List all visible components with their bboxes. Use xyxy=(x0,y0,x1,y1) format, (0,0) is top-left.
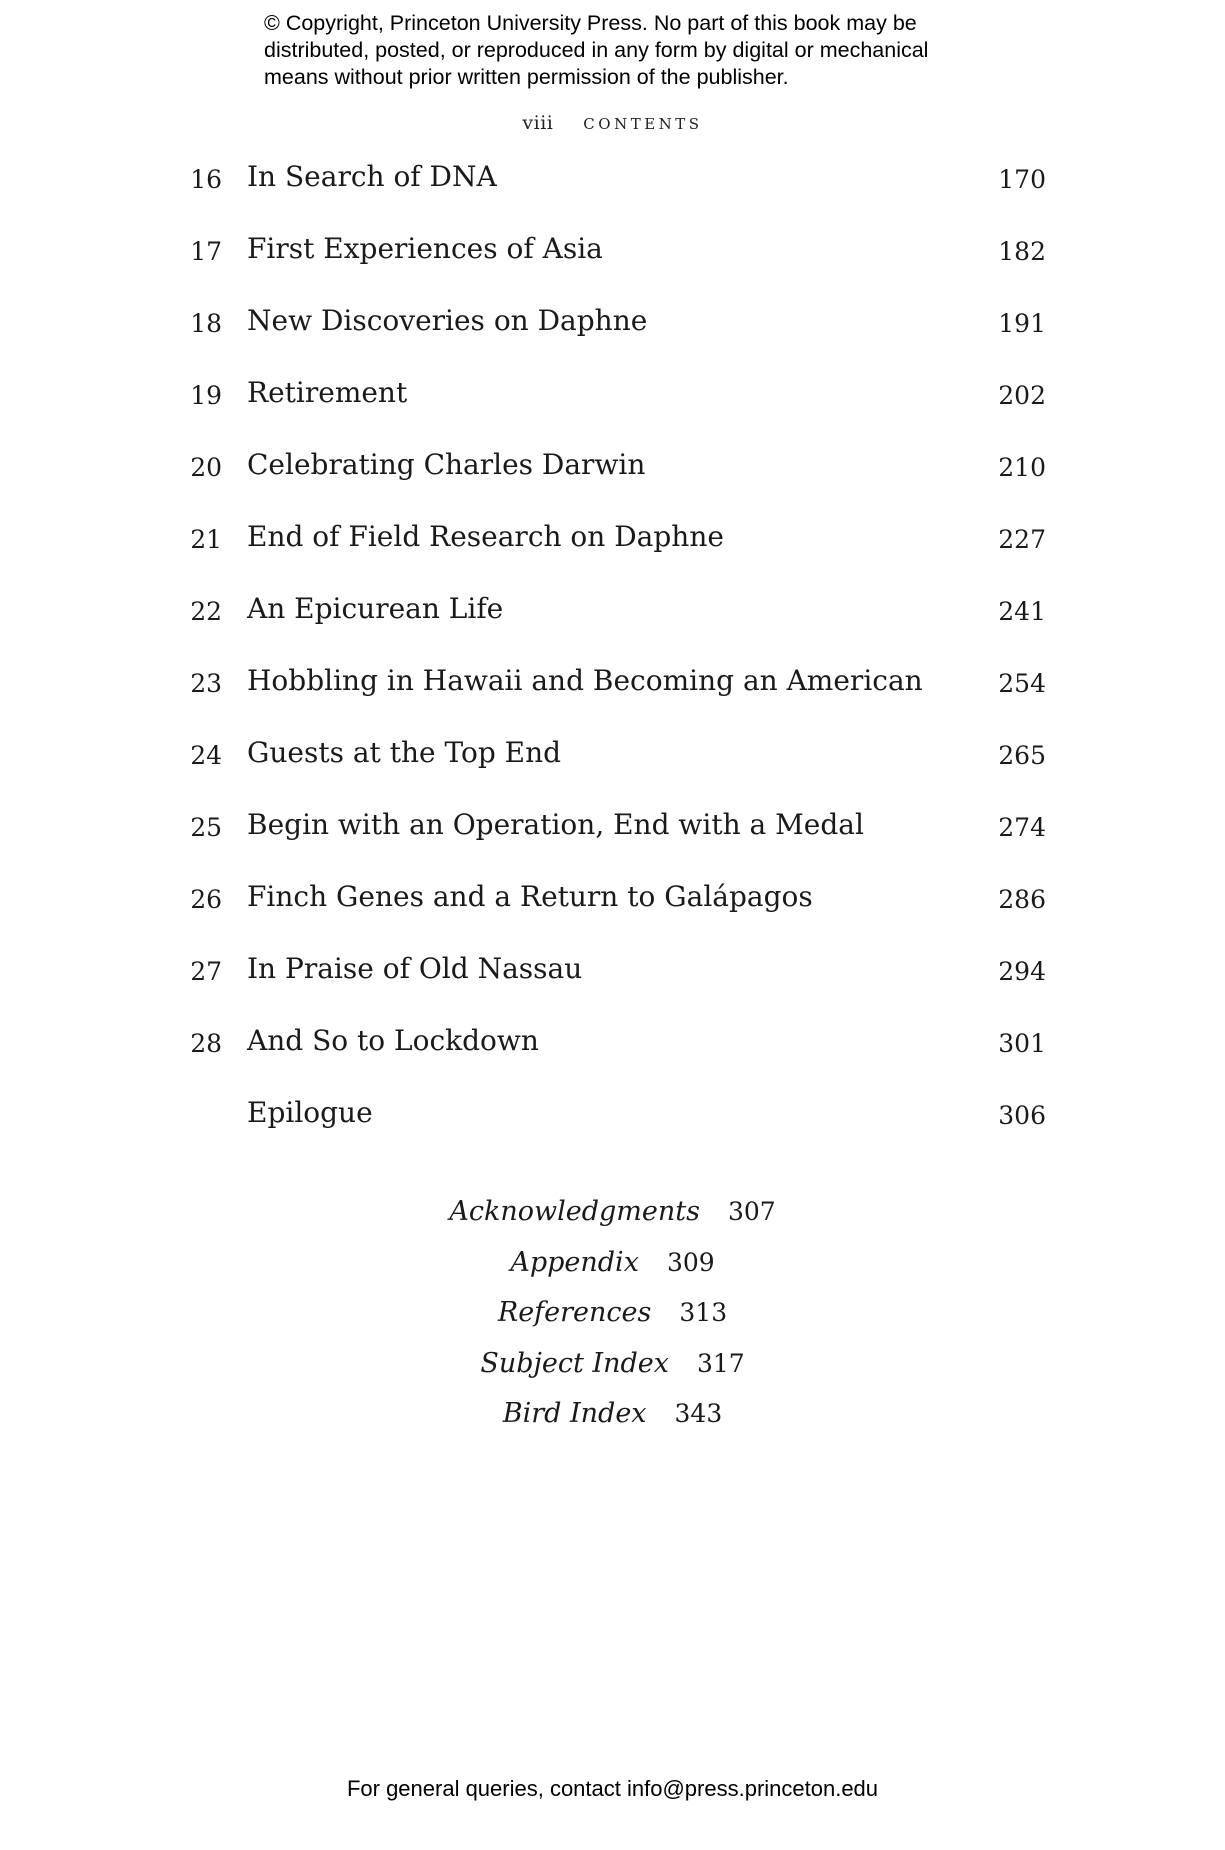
chapter-title: Guests at the Top End xyxy=(247,736,562,769)
chapter-number: 18 xyxy=(190,309,222,338)
page-number: 274 xyxy=(998,813,1046,842)
toc-entry[interactable] xyxy=(0,520,1225,592)
toc-entry[interactable] xyxy=(0,1024,1225,1096)
page-number: 306 xyxy=(998,1101,1046,1130)
chapter-number: 25 xyxy=(190,813,222,842)
copyright-line: means without prior written permission of the publisher. xyxy=(264,65,789,89)
chapter-title: In Search of DNA xyxy=(247,160,497,193)
chapter-title: An Epicurean Life xyxy=(247,592,504,625)
page-number: 227 xyxy=(998,525,1046,554)
chapter-title: New Discoveries on Daphne xyxy=(247,304,648,337)
chapter-number: 24 xyxy=(190,741,222,770)
toc-entry[interactable] xyxy=(0,1096,1225,1168)
chapter-number: 16 xyxy=(190,165,222,194)
page-number: 182 xyxy=(998,237,1046,266)
chapter-title: Epilogue xyxy=(247,1096,373,1129)
toc-entry[interactable] xyxy=(0,160,1225,232)
chapter-title: Finch Genes and a Return to Galápagos xyxy=(247,880,813,913)
backmatter-title: Subject Index xyxy=(480,1348,669,1379)
backmatter-title: References xyxy=(497,1297,652,1328)
chapter-title: First Experiences of Asia xyxy=(247,232,603,265)
page-folio: viii xyxy=(522,112,554,134)
toc-entry[interactable] xyxy=(0,592,1225,664)
page-number: 309 xyxy=(666,1248,715,1277)
page-number: 265 xyxy=(998,741,1046,770)
page-number: 317 xyxy=(696,1349,745,1378)
backmatter-title: Acknowledgments xyxy=(449,1196,700,1227)
backmatter-entry[interactable] xyxy=(0,1247,1225,1297)
section-title: CONTENTS xyxy=(583,115,703,133)
toc-entry[interactable] xyxy=(0,952,1225,1024)
chapter-title: Celebrating Charles Darwin xyxy=(247,448,646,481)
backmatter-entry[interactable] xyxy=(0,1196,1225,1246)
footer-contact: For general queries, contact info@press.princeton.edu xyxy=(346,1776,879,1801)
chapter-number: 27 xyxy=(190,957,222,986)
chapter-number: 28 xyxy=(190,1029,222,1058)
toc-entry[interactable] xyxy=(0,232,1225,304)
backmatter-entry[interactable] xyxy=(0,1398,1225,1448)
toc-entry[interactable] xyxy=(0,448,1225,520)
toc-entry[interactable] xyxy=(0,304,1225,376)
chapter-number: 19 xyxy=(190,381,222,410)
copyright-line: © Copyright, Princeton University Press. No part of this book may be xyxy=(264,11,917,35)
backmatter-title: Appendix xyxy=(510,1247,639,1278)
page-number: 343 xyxy=(674,1399,723,1428)
chapter-number: 26 xyxy=(190,885,222,914)
chapter-title: End of Field Research on Daphne xyxy=(247,520,724,553)
copyright-line: distributed, posted, or reproduced in any form by digital or mechanical xyxy=(264,38,929,62)
page-number: 294 xyxy=(998,957,1046,986)
chapter-title: In Praise of Old Nassau xyxy=(247,952,583,985)
chapter-number: 17 xyxy=(190,237,222,266)
running-head xyxy=(0,112,1225,134)
copyright-notice xyxy=(264,10,1024,91)
toc-entry[interactable] xyxy=(0,808,1225,880)
chapter-title: Retirement xyxy=(247,376,408,409)
chapter-title: And So to Lockdown xyxy=(247,1024,539,1057)
page-number: 254 xyxy=(998,669,1046,698)
backmatter-title: Bird Index xyxy=(502,1398,647,1429)
page-number: 307 xyxy=(727,1197,776,1226)
page-number: 301 xyxy=(998,1029,1046,1058)
page-number: 286 xyxy=(998,885,1046,914)
chapter-title: Begin with an Operation, End with a Medal xyxy=(247,808,864,841)
backmatter-entry[interactable] xyxy=(0,1348,1225,1398)
page-number: 210 xyxy=(998,453,1046,482)
toc-entry[interactable] xyxy=(0,736,1225,808)
page-number: 191 xyxy=(998,309,1046,338)
chapter-title: Hobbling in Hawaii and Becoming an American xyxy=(247,664,923,697)
page-number: 202 xyxy=(998,381,1046,410)
chapter-number: 21 xyxy=(190,525,222,554)
page-number: 170 xyxy=(998,165,1046,194)
chapter-number: 23 xyxy=(190,669,222,698)
page-number: 241 xyxy=(998,597,1046,626)
chapter-number: 20 xyxy=(190,453,222,482)
page-number: 313 xyxy=(679,1298,728,1327)
toc-entry[interactable] xyxy=(0,376,1225,448)
toc-entry[interactable] xyxy=(0,664,1225,736)
chapter-number: 22 xyxy=(190,597,222,626)
backmatter-entry[interactable] xyxy=(0,1297,1225,1347)
toc-entry[interactable] xyxy=(0,880,1225,952)
